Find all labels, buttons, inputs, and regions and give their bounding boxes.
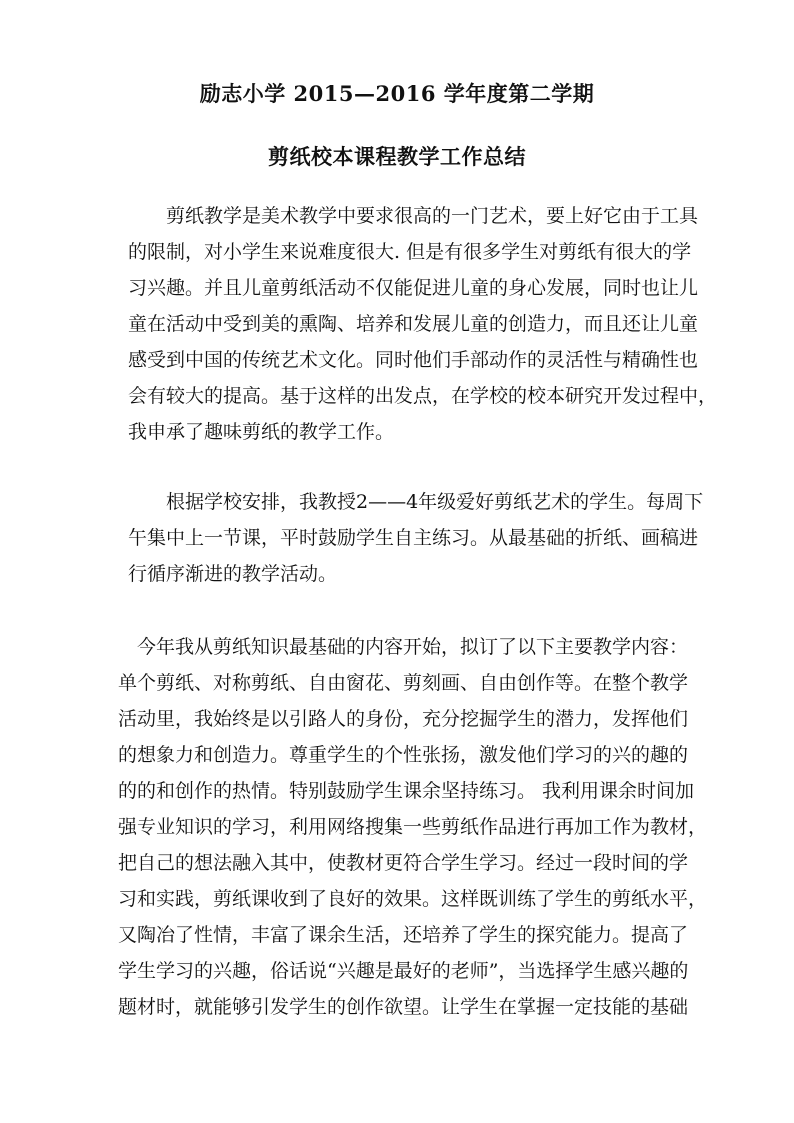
paragraph-2 [128, 484, 703, 592]
paragraph-line: 我申承了趣味剪纸的教学工作。 [128, 421, 395, 443]
paragraph-1 [128, 198, 717, 450]
paragraph-line: 今年我从剪纸知识最基础的内容开始，拟订了以下主要教学内容： [118, 636, 689, 658]
document-title-line1: 励志小学 2015—2016 学年度第二学期 [199, 81, 595, 106]
paragraph-line: 会有较大的提高。基于这样的出发点，在学校的校本研究开发过程中， [128, 385, 718, 407]
paragraph-3 [118, 629, 707, 1025]
paragraph-line: 行循序渐进的教学活动。 [128, 563, 338, 585]
paragraph-line: 的限制，对小学生来说难度很大. 但是有很多学生对剪纸有很大的学 [128, 241, 692, 263]
paragraph-line: 学生学习的兴趣，俗话说“兴趣是最好的老师”，当选择学生感兴趣的 [118, 960, 689, 982]
paragraph-line: 单个剪纸、对称剪纸、自由窗花、剪刻画、自由创作等。在整个教学 [118, 672, 689, 694]
paragraph-line: 题材时，就能够引发学生的创作欲望。让学生在掌握一定技能的基础 [118, 996, 689, 1018]
paragraph-line: 的想象力和创造力。尊重学生的个性张扬，激发他们学习的兴的趣的 [118, 744, 689, 766]
paragraph-line: 童在活动中受到美的熏陶、培养和发展儿童的创造力，而且还让儿童 [128, 313, 699, 335]
paragraph-line: 强专业知识的学习，利用网络搜集一些剪纸作品进行再加工作为教材， [118, 816, 708, 838]
paragraph-line: 习和实践，剪纸课收到了良好的效果。这样既训练了学生的剪纸水平， [118, 888, 708, 910]
document-title-line2: 剪纸校本课程教学工作总结 [268, 144, 526, 169]
paragraph-line: 感受到中国的传统艺术文化。同时他们手部动作的灵活性与精确性也 [128, 349, 699, 371]
paragraph-line: 习兴趣。并且儿童剪纸活动不仅能促进儿童的身心发展，同时也让儿 [128, 277, 699, 299]
paragraph-line: 把自己的想法融入其中，使教材更符合学生学习。经过一段时间的学 [118, 852, 689, 874]
paragraph-line: 又陶冶了性情，丰富了课余生活，还培养了学生的探究能力。提高了 [118, 924, 689, 946]
paragraph-line: 活动里，我始终是以引路人的身份，充分挖掘学生的潜力，发挥他们 [118, 708, 689, 730]
paragraph-line: 午集中上一节课，平时鼓励学生自主练习。从最基础的折纸、画稿进 [128, 527, 699, 549]
paragraph-line: 剪纸教学是美术教学中要求很高的一门艺术，要上好它由于工具 [128, 205, 699, 227]
paragraph-line: 的的和创作的热情。特别鼓励学生课余坚持练习。 我利用课余时间加 [118, 780, 695, 802]
paragraph-line: 根据学校安排，我教授2——4年级爱好剪纸艺术的学生。每周下 [128, 491, 704, 513]
